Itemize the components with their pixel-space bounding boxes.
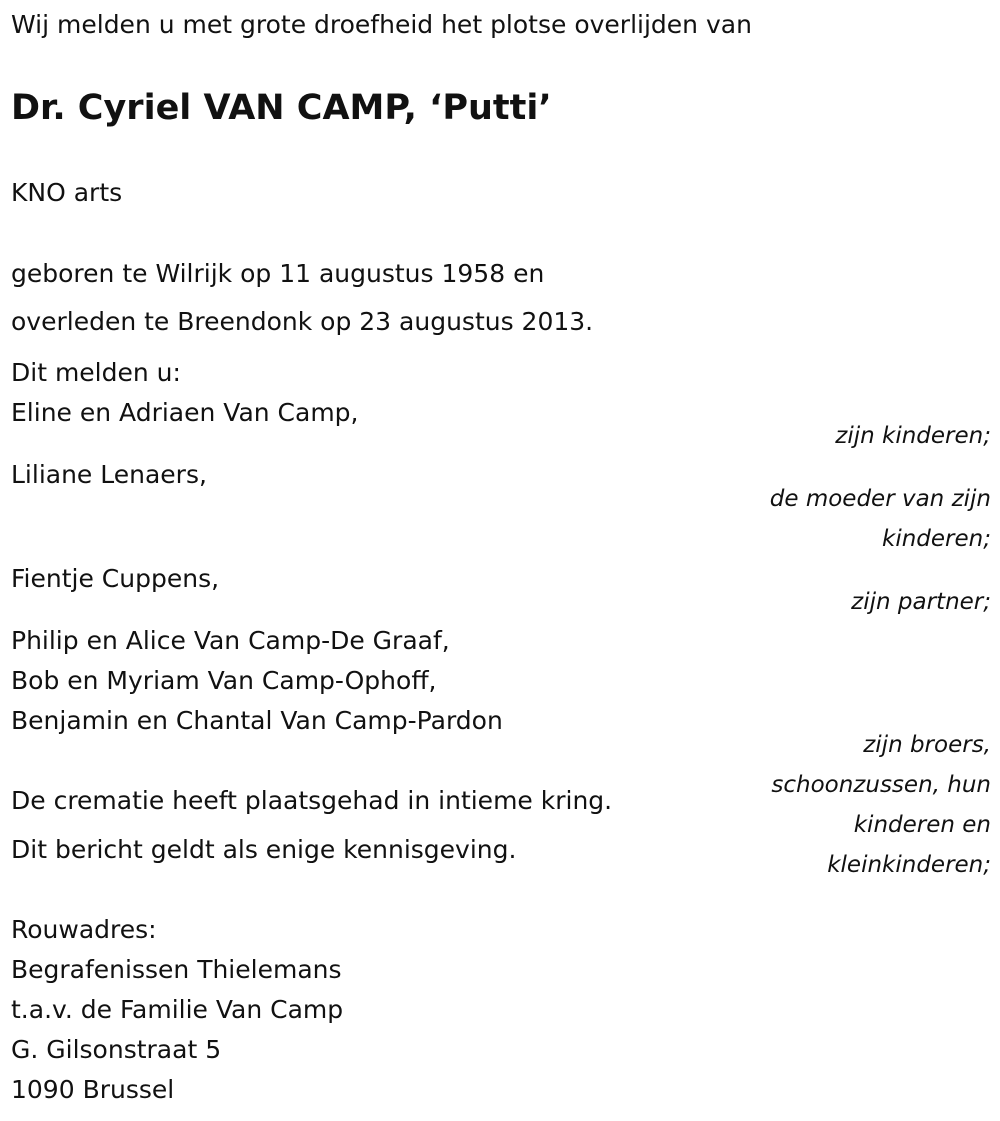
address-label: Rouwadres:: [11, 915, 157, 944]
address-line: t.a.v. de Familie Van Camp: [11, 995, 344, 1024]
death-line: overleden te Breendonk op 23 augustus 2013.: [11, 307, 594, 336]
family-name-line: Bob en Myriam Van Camp-Ophoff,: [11, 666, 437, 695]
announced-by-label: Dit melden u:: [11, 358, 181, 387]
family-relation: zijn broers,: [863, 732, 991, 758]
family-relation: kinderen en: [853, 812, 991, 838]
family-name-line: Benjamin en Chantal Van Camp-Pardon: [11, 706, 503, 735]
notice-text: Dit bericht geldt als enige kennisgeving.: [11, 835, 517, 864]
address-line: G. Gilsonstraat 5: [11, 1035, 222, 1064]
family-name-line: Philip en Alice Van Camp-De Graaf,: [11, 626, 450, 655]
family-relation: kinderen;: [882, 526, 991, 552]
family-name-line: Eline en Adriaen Van Camp,: [11, 398, 359, 427]
birth-line: geboren te Wilrijk op 11 augustus 1958 en: [11, 259, 545, 288]
family-relation: zijn partner;: [851, 589, 991, 615]
family-relation: de moeder van zijn: [769, 486, 991, 512]
family-name-line: Fientje Cuppens,: [11, 564, 220, 593]
family-relation: kleinkinderen;: [827, 852, 991, 878]
address-line: 1090 Brussel: [11, 1075, 175, 1104]
cremation-text: De crematie heeft plaatsgehad in intieme kring.: [11, 786, 613, 815]
family-name-line: Liliane Lenaers,: [11, 460, 207, 489]
deceased-name: Dr. Cyriel VAN CAMP, ‘Putti’: [11, 88, 552, 128]
family-relation: zijn kinderen;: [835, 423, 991, 449]
profession: KNO arts: [11, 178, 123, 207]
intro-text: Wij melden u met grote droefheid het plotse overlijden van: [11, 10, 752, 39]
family-relation: schoonzussen, hun: [771, 772, 991, 798]
address-line: Begrafenissen Thielemans: [11, 955, 342, 984]
